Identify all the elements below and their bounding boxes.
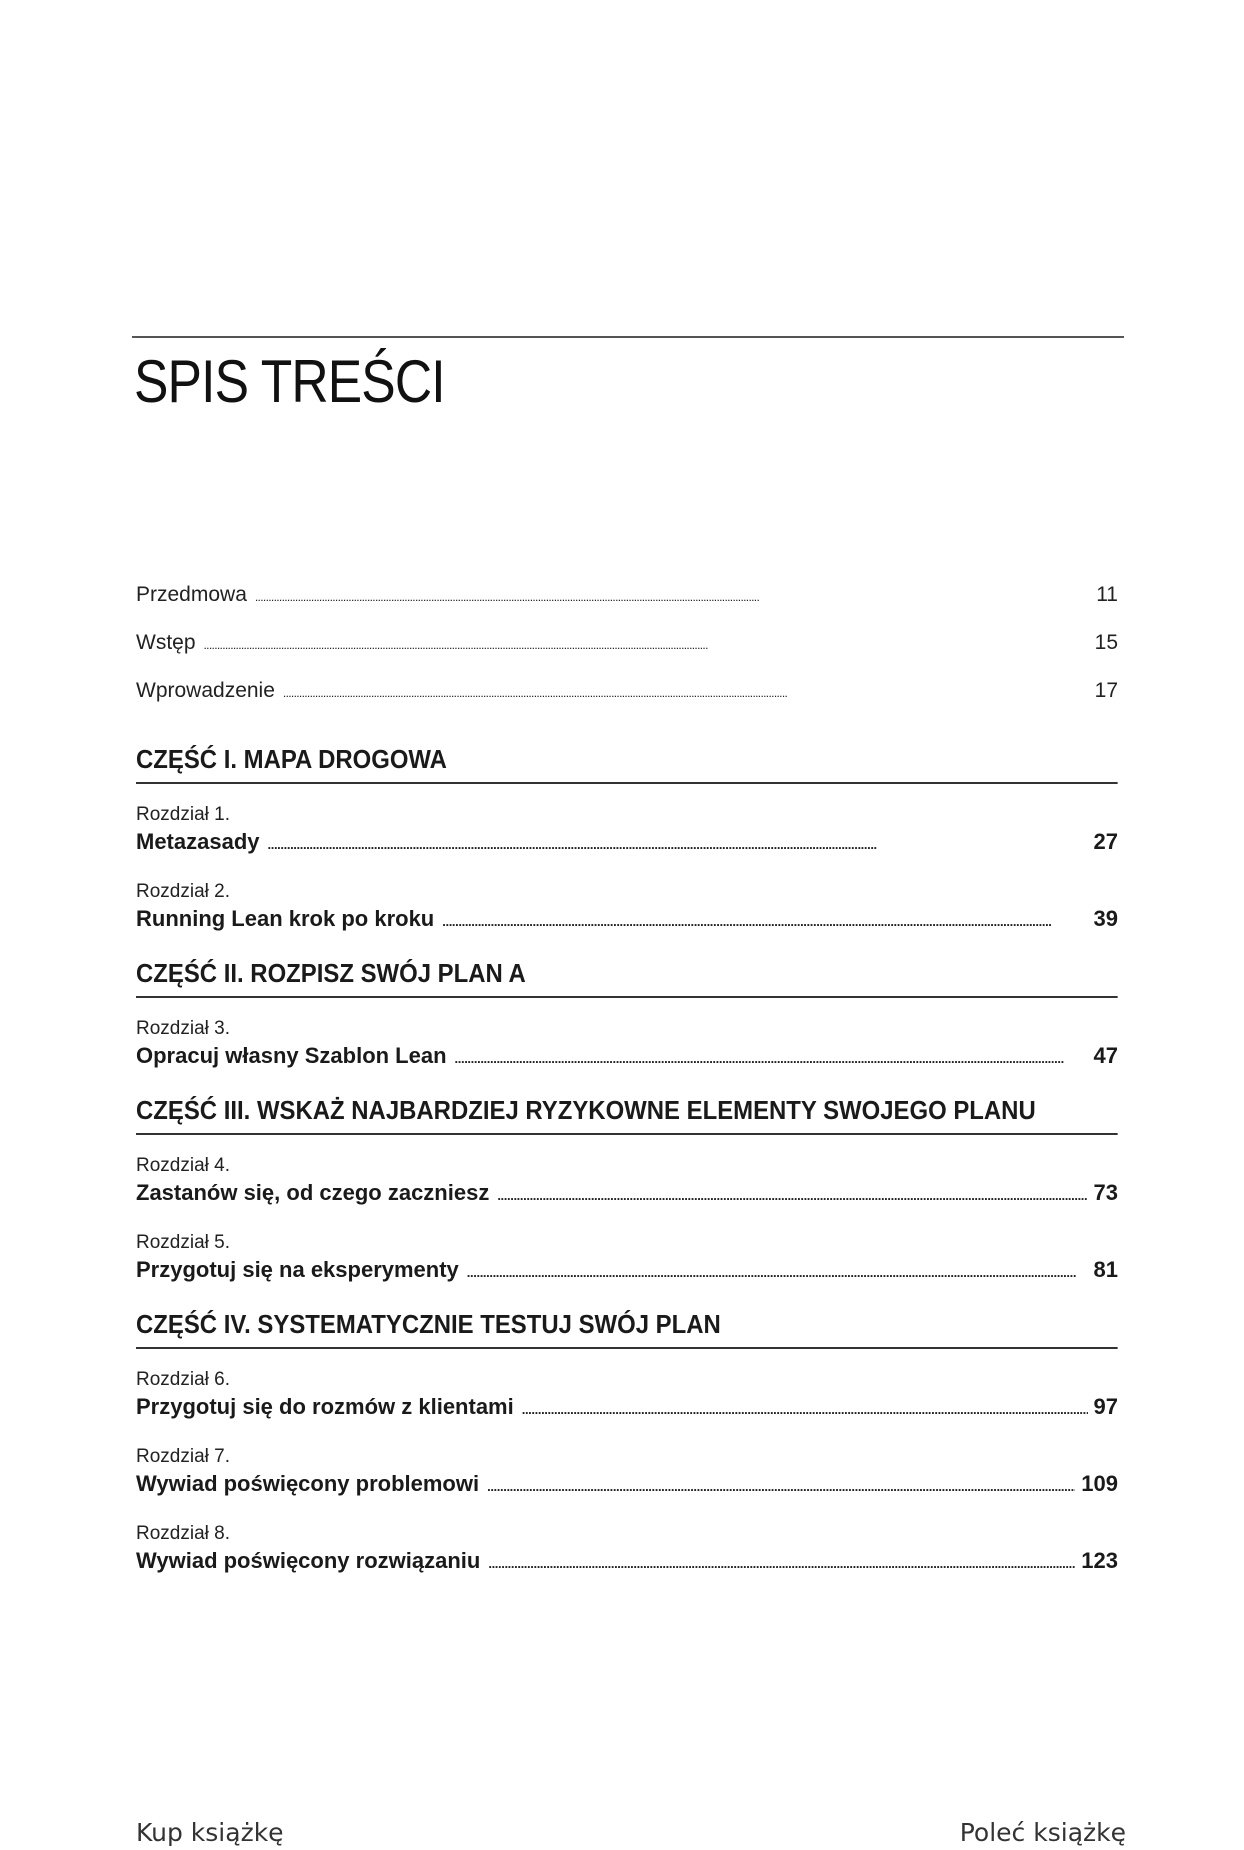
toc-entry-label: Wstęp: [136, 631, 196, 654]
toc-chapter-6: [136, 1369, 1118, 1426]
toc-entry-chapter-5[interactable]: [136, 1254, 1118, 1289]
toc-page-number: 97: [1093, 1394, 1118, 1419]
toc-entry-front-1[interactable]: [136, 580, 1118, 628]
toc-page-number: 27: [1093, 829, 1118, 854]
chapter-number: Rozdział 8.: [136, 1523, 230, 1544]
part-heading[interactable]: CZĘŚĆ III. WSKAŻ NAJBARDZIEJ RYZYKOWNE ELEMENTY SWOJEGO PLANU: [136, 1097, 1118, 1135]
dot-leader: [268, 826, 1088, 861]
part-heading[interactable]: CZĘŚĆ II. ROZPISZ SWÓJ PLAN A: [136, 960, 1118, 998]
dot-leader: [455, 1040, 1088, 1075]
chapter-number: Rozdział 3.: [136, 1018, 230, 1039]
dot-leader: [255, 580, 1090, 612]
toc-page-number: 47: [1093, 1043, 1118, 1068]
toc-page-number: 73: [1093, 1180, 1118, 1205]
toc-page-number: 15: [1094, 631, 1118, 654]
toc-page-number: 109: [1081, 1471, 1118, 1496]
page-title: SPIS TREŚCI: [134, 348, 445, 415]
chapter-list: [136, 1135, 1118, 1289]
toc-chapter-8: [136, 1523, 1118, 1580]
chapter-number: Rozdział 7.: [136, 1446, 230, 1467]
toc-entry-label: Przedmowa: [136, 583, 247, 606]
dot-leader: [442, 903, 1087, 938]
toc-entry-chapter-1[interactable]: [136, 826, 1118, 861]
chapter-title: Zastanów się, od czego zaczniesz: [136, 1180, 490, 1205]
toc-page-number: 11: [1096, 583, 1118, 606]
toc-entry-chapter-2[interactable]: [136, 903, 1118, 938]
dot-leader: [204, 628, 1089, 660]
toc-part-3: [136, 1097, 1118, 1289]
toc-chapter-4: [136, 1155, 1118, 1212]
dot-leader: [497, 1177, 1087, 1212]
toc-page-number: 39: [1093, 906, 1118, 931]
chapter-list: [136, 1349, 1118, 1580]
toc-chapter-3: [136, 1018, 1118, 1075]
chapter-title: Przygotuj się do rozmów z klientami: [136, 1394, 514, 1419]
chapter-number: Rozdział 5.: [136, 1232, 230, 1253]
part-heading[interactable]: CZĘŚĆ IV. SYSTEMATYCZNIE TESTUJ SWÓJ PLAN: [136, 1311, 1118, 1349]
toc-entry-front-3[interactable]: [136, 676, 1118, 724]
title-rule: [132, 336, 1124, 338]
chapter-number: Rozdział 6.: [136, 1369, 230, 1390]
toc-part-2: [136, 960, 1118, 1075]
part-heading[interactable]: CZĘŚĆ I. MAPA DROGOWA: [136, 746, 1118, 784]
toc-page-number: 17: [1094, 679, 1118, 702]
toc-page-number: 123: [1081, 1548, 1118, 1573]
chapter-title: Wywiad poświęcony problemowi: [136, 1471, 480, 1496]
toc-chapter-5: [136, 1232, 1118, 1289]
chapter-list: [136, 784, 1118, 938]
recommend-book-link[interactable]: Poleć książkę: [959, 1818, 1126, 1847]
toc-entry-chapter-7[interactable]: [136, 1468, 1118, 1503]
toc-page-number: 81: [1093, 1257, 1118, 1282]
chapter-number: Rozdział 4.: [136, 1155, 230, 1176]
toc-part-1: [136, 746, 1118, 938]
chapter-title: Metazasady: [136, 829, 260, 854]
chapter-number: Rozdział 1.: [136, 804, 230, 825]
chapter-title: Running Lean krok po kroku: [136, 906, 435, 931]
chapter-number: Rozdział 2.: [136, 881, 230, 902]
toc-entry-chapter-8[interactable]: [136, 1545, 1118, 1580]
toc-chapter-7: [136, 1446, 1118, 1503]
toc-entry-chapter-3[interactable]: [136, 1040, 1118, 1075]
buy-book-link[interactable]: Kup książkę: [136, 1818, 284, 1847]
dot-leader: [487, 1468, 1075, 1503]
toc-chapter-2: [136, 881, 1118, 938]
toc-entry-label: Wprowadzenie: [136, 679, 275, 702]
chapter-title: Opracuj własny Szablon Lean: [136, 1043, 447, 1068]
dot-leader: [467, 1254, 1088, 1289]
toc-chapter-1: [136, 804, 1118, 861]
front-matter-list: [136, 580, 1118, 724]
toc-part-4: [136, 1311, 1118, 1580]
chapter-list: [136, 998, 1118, 1075]
toc-entry-chapter-4[interactable]: [136, 1177, 1118, 1212]
toc-entry-chapter-6[interactable]: [136, 1391, 1118, 1426]
dot-leader: [488, 1545, 1075, 1580]
dot-leader: [522, 1391, 1088, 1426]
dot-leader: [283, 676, 1089, 708]
chapter-title: Przygotuj się na eksperymenty: [136, 1257, 459, 1282]
chapter-title: Wywiad poświęcony rozwiązaniu: [136, 1548, 481, 1573]
table-of-contents: [136, 580, 1118, 1600]
toc-entry-front-2[interactable]: [136, 628, 1118, 676]
